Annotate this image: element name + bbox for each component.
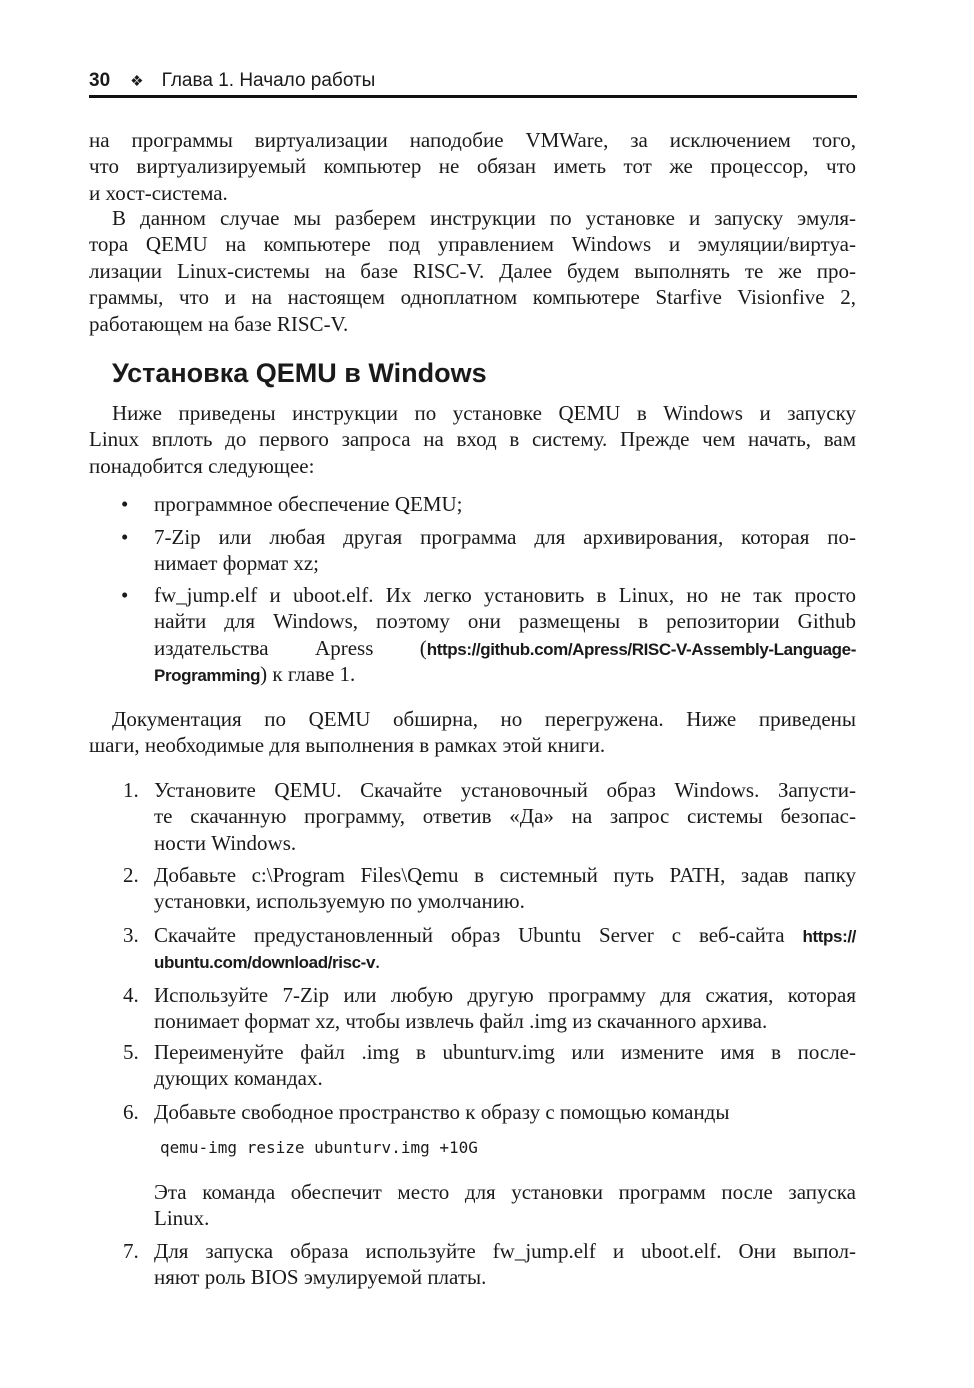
list-item bbox=[89, 1039, 856, 1092]
text-line: 7-Zip или любая другая программа для архивирования, которая по- bbox=[154, 525, 856, 549]
text-line: Эта команда обеспечит место для установки программ после запуска bbox=[154, 1180, 856, 1204]
list-number: 4. bbox=[123, 983, 139, 1007]
text-line: понадобится следующее: bbox=[89, 453, 315, 478]
text-line: ubuntu.com/download/risc-v. bbox=[154, 949, 381, 974]
list-item bbox=[89, 1238, 856, 1291]
text-line: установки, используемую по умолчанию. bbox=[154, 889, 525, 914]
text-line: В данном случае мы разберем инструкции по установке и запуску эмуля- bbox=[112, 206, 856, 230]
header-rule bbox=[89, 95, 857, 98]
text-line: те скачанную программу, ответив «Да» на запрос системы безопас- bbox=[154, 804, 856, 829]
list-item bbox=[89, 1179, 856, 1232]
list-item bbox=[89, 862, 856, 915]
bullet-icon: • bbox=[121, 583, 129, 607]
text-line: няют роль BIOS эмулируемой платы. bbox=[154, 1265, 487, 1290]
text-line: на программы виртуализации наподобие VMWare, за исключением того, bbox=[89, 128, 856, 152]
chapter-title: Глава 1. Начало работы bbox=[161, 70, 376, 91]
list-number: 3. bbox=[123, 923, 139, 947]
bullet-icon: • bbox=[121, 525, 129, 549]
text-line: Linux вплоть до первого запроса на вход в систему. Прежде чем начать, вам bbox=[89, 427, 856, 452]
text-line: что виртуализируемый компьютер не обязан иметь тот же процессор, что bbox=[89, 154, 856, 179]
text-line: работающем на базе RISC-V. bbox=[89, 311, 349, 336]
page-number: 30 bbox=[89, 70, 111, 91]
text-line: Добавьте c:\Program Files\Qemu в системный путь PATH, задав папку bbox=[154, 863, 856, 887]
list-number: 7. bbox=[123, 1239, 139, 1263]
text-line: издательства Apress (https://github.com/Apress/RISC-V-Assembly-Language- bbox=[154, 635, 856, 660]
url-link[interactable]: https://github.com/Apress/RISC-V-Assembly-Language- bbox=[426, 639, 856, 659]
list-item bbox=[89, 524, 856, 577]
list-item bbox=[89, 491, 856, 517]
list-item bbox=[89, 777, 856, 856]
ornament-icon: ❖ bbox=[130, 73, 144, 90]
text-line: Для запуска образа используйте fw_jump.elf и uboot.elf. Они выпол- bbox=[154, 1239, 856, 1263]
url-link[interactable]: Programming bbox=[154, 666, 261, 686]
text-line: Linux. bbox=[154, 1206, 210, 1231]
paragraph-3 bbox=[89, 400, 856, 479]
text-line: Используйте 7-Zip или любую другую программу для сжатия, которая bbox=[154, 983, 856, 1007]
text-line: тора QEMU на компьютере под управлением Windows и эмуляции/виртуа- bbox=[89, 232, 856, 257]
running-header bbox=[89, 70, 375, 92]
list-number: 2. bbox=[123, 863, 139, 887]
paragraph-1 bbox=[89, 127, 856, 206]
text-line: Добавьте свободное пространство к образу с помощью команды bbox=[154, 1100, 730, 1124]
text-line: программное обеспечение QEMU; bbox=[154, 492, 463, 516]
url-link[interactable]: ubuntu.com/download/risc-v bbox=[154, 953, 375, 973]
list-item bbox=[89, 922, 856, 975]
text-line: понимает формат xz, чтобы извлечь файл .img из скачанного архива. bbox=[154, 1009, 768, 1034]
text-line: Документация по QEMU обширна, но перегружена. Ниже приведены bbox=[112, 707, 856, 731]
text-line: fw_jump.elf и uboot.elf. Их легко установить в Linux, но не так просто bbox=[154, 583, 856, 607]
text-line: Ниже приведены инструкции по установке QEMU в Windows и запуску bbox=[112, 401, 856, 425]
text-line: найти для Windows, поэтому они размещены в репозитории Github bbox=[154, 609, 856, 634]
text-line: нимает формат xz; bbox=[154, 551, 319, 576]
bullet-icon: • bbox=[121, 492, 129, 516]
list-item bbox=[89, 982, 856, 1035]
list-number: 5. bbox=[123, 1040, 139, 1064]
list-number: 6. bbox=[123, 1100, 139, 1124]
list-item bbox=[89, 582, 856, 688]
code-line: qemu-img resize ubunturv.img +10G bbox=[160, 1138, 478, 1157]
list-item bbox=[89, 1099, 856, 1125]
paragraph-4 bbox=[89, 706, 856, 759]
text-line: и хост-система. bbox=[89, 180, 228, 205]
text-line: лизации Linux-системы на базе RISC-V. Далее будем выполнять те же про- bbox=[89, 258, 856, 283]
section-heading: Установка QEMU в Windows bbox=[112, 358, 487, 388]
url-link[interactable]: https:// bbox=[802, 927, 856, 946]
text-line: ности Windows. bbox=[154, 830, 297, 855]
text-line: Установите QEMU. Скачайте установочный образ Windows. Запусти- bbox=[154, 778, 856, 802]
text-line: Programming) к главе 1. bbox=[154, 662, 356, 687]
text-line: граммы, что и на настоящем одноплатном компьютере Starfive Visionfive 2, bbox=[89, 285, 856, 310]
text-line: шаги, необходимые для выполнения в рамках этой книги. bbox=[89, 733, 606, 758]
paragraph-2 bbox=[89, 205, 856, 337]
text-line: дующих командах. bbox=[154, 1066, 323, 1091]
text-line: Переименуйте файл .img в ubunturv.img или измените имя в после- bbox=[154, 1040, 856, 1064]
list-number: 1. bbox=[123, 778, 139, 802]
text-line: Скачайте предустановленный образ Ubuntu Server с веб-сайта https:// bbox=[154, 923, 856, 947]
